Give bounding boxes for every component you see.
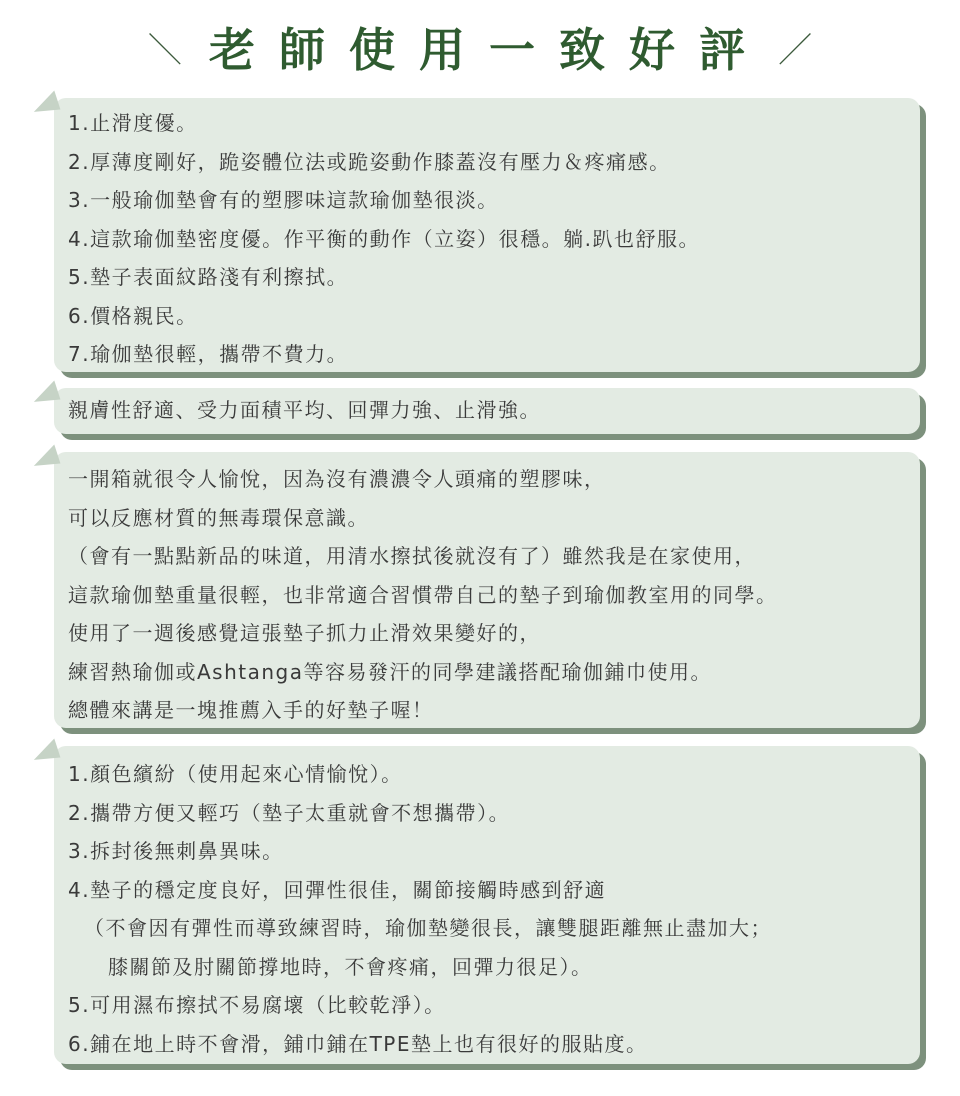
review-line: 親膚性舒適、受力面積平均、回彈力強、止滑強。	[68, 398, 541, 422]
review-line: 一開箱就很令人愉悅，因為沒有濃濃令人頭痛的塑膠味，	[68, 467, 606, 491]
review-line: 6.鋪在地上時不會滑，鋪巾鋪在TPE墊上也有很好的服貼度。	[68, 1031, 648, 1056]
speech-tail-icon	[30, 738, 61, 765]
page-title: 老師使用一致好評	[209, 23, 769, 77]
review-bubble-3	[54, 452, 920, 728]
review-line: 4.墊子的穩定度良好，回彈性很佳，關節接觸時感到舒適	[68, 877, 607, 902]
review-line: 1.止滑度優。	[68, 111, 198, 135]
review-line: 練習熱瑜伽或Ashtanga等容易發汗的同學建議搭配瑜伽鋪巾使用。	[68, 659, 713, 684]
page-title-area	[0, 14, 960, 94]
review-line: 1.顏色繽紛（使用起來心情愉悅）。	[68, 762, 403, 786]
title-slash-left: ＼	[147, 30, 182, 71]
review-line: 7.瑜伽墊很輕，攜帶不費力。	[68, 342, 349, 366]
review-line: 2.攜帶方便又輕巧（墊子太重就會不想攜帶）。	[68, 800, 511, 825]
review-line: 可以反應材質的無毒環保意識。	[68, 505, 369, 530]
review-line: 3.一般瑜伽墊會有的塑膠味這款瑜伽墊很淡。	[68, 188, 499, 212]
speech-tail-icon	[30, 444, 61, 471]
review-line: 6.價格親民。	[68, 303, 198, 328]
review-line: 膝關節及肘關節撐地時，不會疼痛，回彈力很足）。	[108, 954, 593, 979]
review-line: （會有一點點新品的味道，用清水擦拭後就沒有了）雖然我是在家使用，	[68, 544, 756, 568]
review-line: 5.可用濕布擦拭不易腐壞（比較乾淨）。	[68, 993, 446, 1017]
review-line: 5.墊子表面紋路淺有利擦拭。	[68, 265, 349, 289]
review-line: 2.厚薄度剛好，跪姿體位法或跪姿動作膝蓋沒有壓力＆疼痛感。	[68, 149, 671, 174]
review-line: 使用了一週後感覺這張墊子抓力止滑效果變好的，	[68, 621, 541, 645]
review-line: 3.拆封後無刺鼻異味。	[68, 839, 284, 863]
review-bubble-4	[54, 746, 920, 1064]
speech-tail-icon	[30, 90, 61, 117]
review-line: 總體來講是一塊推薦入手的好墊子喔！	[68, 698, 434, 722]
title-slash-right: ／	[778, 30, 813, 71]
review-bubble-1	[54, 98, 920, 372]
review-line: 這款瑜伽墊重量很輕，也非常適合習慣帶自己的墊子到瑜伽教室用的同學。	[68, 582, 778, 607]
speech-tail-icon	[30, 380, 61, 407]
review-line: 4.這款瑜伽墊密度優。作平衡的動作（立姿）很穩。躺.趴也舒服。	[68, 226, 700, 251]
review-line: （不會因有彈性而導致練習時，瑜伽墊變很長，讓雙腿距離無止盡加大；	[84, 916, 772, 940]
review-bubble-2	[54, 388, 920, 434]
